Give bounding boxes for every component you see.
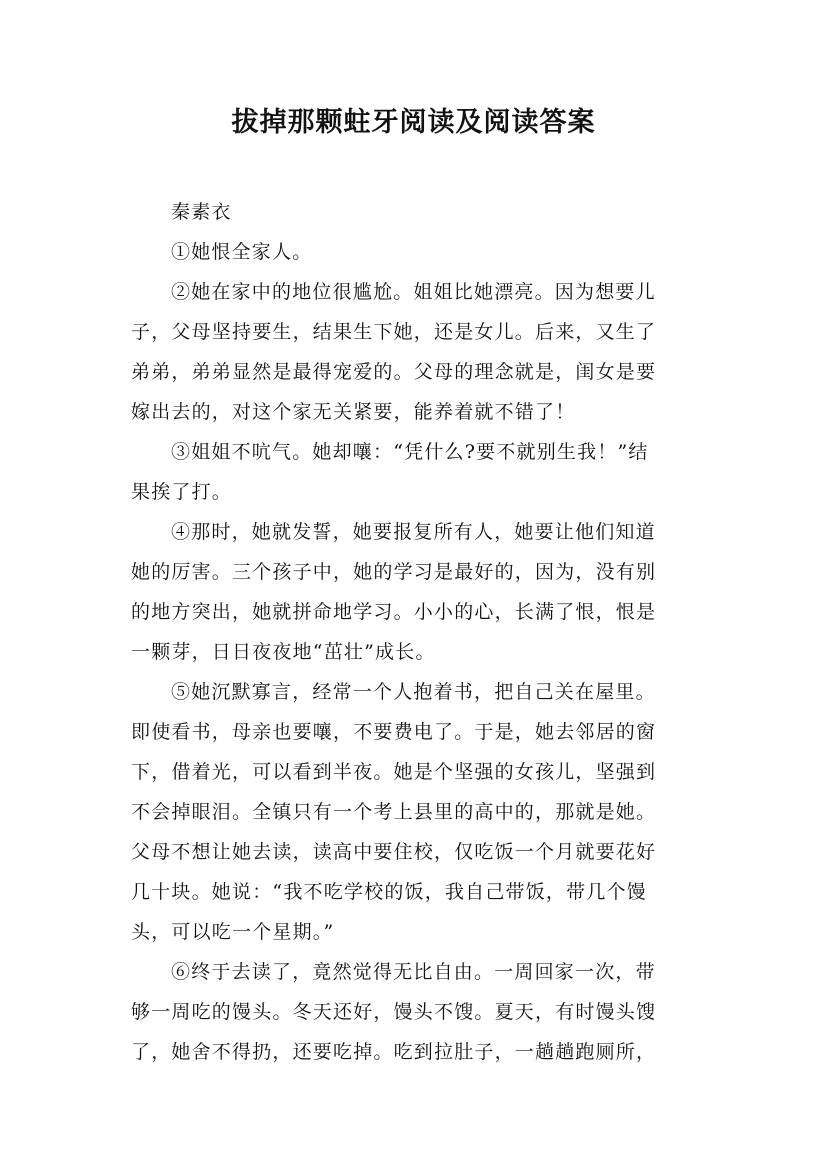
- paragraph-line: ④那时，她就发誓，她要报复所有人，她要让他们知道: [171, 521, 656, 543]
- paragraph-line: 不会掉眼泪。全镇只有一个考上县里的高中的，那就是她。: [131, 801, 657, 823]
- paragraph-line: ⑥终于去读了，竟然觉得无比自由。一周回家一次，带: [171, 961, 656, 983]
- author-name: 秦素衣: [171, 201, 232, 223]
- article-body: [131, 192, 711, 1072]
- paragraph-line: 她的厉害。三个孩子中，她的学习是最好的，因为，没有别: [131, 561, 657, 583]
- paragraph-line: ⑤她沉默寡言，经常一个人抱着书，把自己关在屋里。: [171, 681, 656, 703]
- paragraph-line: 嫁出去的，对这个家无关紧要，能养着就不错了！: [131, 401, 576, 423]
- paragraph: [131, 432, 711, 512]
- paragraph: [131, 232, 711, 272]
- paragraph-line: 几十块。她说：“我不吃学校的饭，我自己带饭，带几个馒: [131, 881, 647, 903]
- paragraph: [131, 512, 711, 672]
- paragraph-line: ①她恨全家人。: [171, 241, 313, 263]
- paragraph-line: 子，父母坚持要生，结果生下她，还是女儿。后来，又生了: [131, 321, 657, 343]
- paragraph-list: [131, 232, 711, 1072]
- paragraph-line: 下，借着光，可以看到半夜。她是个坚强的女孩儿，坚强到: [131, 761, 657, 783]
- paragraph-line: 够一周吃的馒头。冬天还好，馒头不馊。夏天，有时馒头馊: [131, 1001, 657, 1023]
- paragraph-line: 头，可以吃一个星期。”: [131, 921, 335, 943]
- paragraph: [131, 952, 711, 1072]
- paragraph-line: 即使看书，母亲也要嚷，不要费电了。于是，她去邻居的窗: [131, 721, 657, 743]
- paragraph: [131, 272, 711, 432]
- paragraph-line: ②她在家中的地位很尴尬。姐姐比她漂亮。因为想要儿: [171, 281, 656, 303]
- paragraph: [131, 672, 711, 952]
- paragraph-line: ③姐姐不吭气。她却嚷：“凭什么?要不就别生我！”结: [171, 441, 649, 463]
- paragraph-line: 果挨了打。: [131, 481, 233, 503]
- paragraph-line: 弟弟，弟弟显然是最得宠爱的。父母的理念就是，闺女是要: [131, 361, 657, 383]
- paragraph-line: 了，她舍不得扔，还要吃掉。吃到拉肚子，一趟趟跑厕所，: [131, 1041, 657, 1063]
- paragraph-line: 父母不想让她去读，读高中要住校，仅吃饭一个月就要花好: [131, 841, 657, 863]
- paragraph-line: 的地方突出，她就拼命地学习。小小的心，长满了恨，恨是: [131, 601, 657, 623]
- paragraph-line: 一颗芽，日日夜夜地“茁壮”成长。: [131, 641, 436, 663]
- document-title: 拔掉那颗蛀牙阅读及阅读答案: [231, 107, 596, 138]
